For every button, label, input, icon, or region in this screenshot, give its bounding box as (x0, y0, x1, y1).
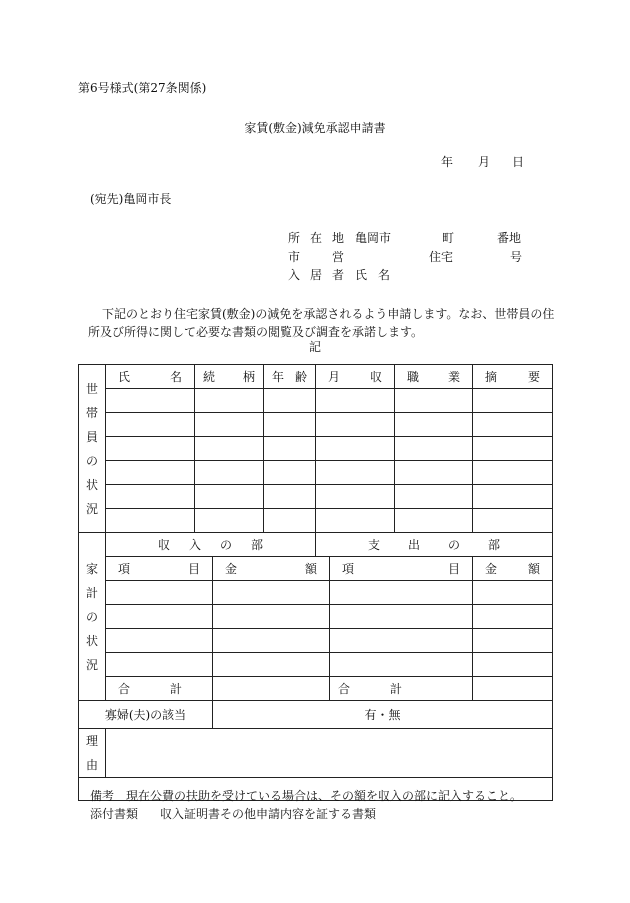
resident-label-2: 居 (310, 268, 323, 282)
member-relation-cell[interactable] (195, 389, 264, 413)
housing-label-1: 市 (288, 250, 301, 264)
declaration-text: 下記のとおり住宅家賃(敷金)の減免を承認されるよう申請します。なお、世帯員の住所及び所得に関して必要な書類の閲覧及び調査を承諾します。 (88, 307, 555, 339)
expense-amount-cell[interactable] (473, 653, 553, 677)
address-label-2: 在 (310, 231, 323, 245)
attachment-label: 添付書類 (90, 807, 139, 821)
expense-amount-cell[interactable] (473, 629, 553, 653)
date-month-label: 月 (478, 155, 491, 169)
household-row (79, 485, 553, 509)
budget-row (79, 629, 553, 653)
budget-row (79, 605, 553, 629)
income-item-cell[interactable] (106, 629, 213, 653)
address-label-1: 所 (288, 231, 301, 245)
household-row (79, 389, 553, 413)
income-section-header: 収 入 の 部 (106, 533, 316, 557)
expense-section-header: 支 出 の 部 (316, 533, 553, 557)
housing-label-2: 営 (332, 250, 345, 264)
member-name-cell[interactable] (106, 509, 195, 533)
lot-label: 番地 (497, 231, 522, 245)
document-title: 家賃(敷金)減免承認申請書 (244, 121, 386, 135)
member-job-cell[interactable] (395, 509, 473, 533)
expense-amount-cell[interactable] (473, 605, 553, 629)
member-income-cell[interactable] (316, 509, 395, 533)
member-age-cell[interactable] (264, 461, 316, 485)
household-row (79, 461, 553, 485)
member-income-cell[interactable] (316, 389, 395, 413)
member-name-cell[interactable] (106, 389, 195, 413)
addressee: (宛先)亀岡市長 (90, 192, 172, 206)
member-relation-cell[interactable] (195, 461, 264, 485)
budget-total-row (79, 677, 553, 701)
member-relation-cell[interactable] (195, 413, 264, 437)
date-year-label: 年 (441, 155, 454, 169)
income-item-header: 項 目 (106, 557, 213, 581)
widow-row (79, 701, 553, 729)
col-relation-header: 続 柄 (195, 365, 264, 389)
col-income-header: 月 収 (316, 365, 395, 389)
member-remarks-cell[interactable] (473, 437, 553, 461)
income-amount-cell[interactable] (213, 605, 330, 629)
unit-label: 号 (510, 250, 523, 264)
col-job-header: 職 業 (395, 365, 473, 389)
member-age-cell[interactable] (264, 437, 316, 461)
reason-row (79, 729, 553, 778)
expense-item-cell[interactable] (330, 653, 473, 677)
expense-amount-header: 金 額 (473, 557, 553, 581)
expense-item-cell[interactable] (330, 605, 473, 629)
widow-value[interactable]: 有・無 (213, 701, 553, 729)
member-age-cell[interactable] (264, 389, 316, 413)
expense-amount-cell[interactable] (473, 581, 553, 605)
col-age-header: 年 齢 (264, 365, 316, 389)
member-job-cell[interactable] (395, 413, 473, 437)
city-name: 亀岡市 (355, 231, 392, 245)
household-header-row (79, 365, 553, 389)
income-amount-cell[interactable] (213, 653, 330, 677)
income-total-label: 合 計 (106, 677, 213, 701)
attachment-text: 収入証明書その他申請内容を証する書類 (160, 807, 377, 821)
budget-row (79, 653, 553, 677)
resident-label-3: 者 (332, 268, 345, 282)
member-income-cell[interactable] (316, 485, 395, 509)
resident-label-1: 入 (288, 268, 301, 282)
address-label-3: 地 (332, 231, 345, 245)
budget-row (79, 581, 553, 605)
household-row (79, 509, 553, 533)
member-income-cell[interactable] (316, 461, 395, 485)
reason-cell[interactable] (106, 729, 553, 778)
col-name-header: 氏 名 (106, 365, 195, 389)
member-relation-cell[interactable] (195, 485, 264, 509)
income-item-cell[interactable] (106, 653, 213, 677)
member-job-cell[interactable] (395, 437, 473, 461)
widow-label: 寡婦(夫)の該当 (79, 701, 213, 729)
income-amount-cell[interactable] (213, 629, 330, 653)
member-relation-cell[interactable] (195, 437, 264, 461)
expense-item-cell[interactable] (330, 581, 473, 605)
income-item-cell[interactable] (106, 581, 213, 605)
form-number: 第6号様式(第27条関係) (78, 81, 207, 95)
budget-section-label: 家 計 の 状 況 (79, 533, 106, 701)
expense-total-cell[interactable] (473, 677, 553, 701)
date-day-label: 日 (512, 155, 525, 169)
member-income-cell[interactable] (316, 437, 395, 461)
member-name-cell[interactable] (106, 437, 195, 461)
member-income-cell[interactable] (316, 413, 395, 437)
member-remarks-cell[interactable] (473, 413, 553, 437)
member-name-cell[interactable] (106, 461, 195, 485)
household-row (79, 413, 553, 437)
member-remarks-cell[interactable] (473, 485, 553, 509)
expense-total-label: 合 計 (330, 677, 473, 701)
household-section-label: 世 帯 員 の 状 況 (79, 365, 106, 533)
budget-column-row (79, 557, 553, 581)
town-label: 町 (442, 231, 455, 245)
member-age-cell[interactable] (264, 485, 316, 509)
member-job-cell[interactable] (395, 389, 473, 413)
resident-label-4: 氏 (355, 268, 368, 282)
member-age-cell[interactable] (264, 413, 316, 437)
housing-label: 住宅 (429, 250, 454, 264)
member-remarks-cell[interactable] (473, 389, 553, 413)
expense-item-cell[interactable] (330, 629, 473, 653)
member-relation-cell[interactable] (195, 509, 264, 533)
col-remarks-header: 摘 要 (473, 365, 553, 389)
member-remarks-cell[interactable] (473, 461, 553, 485)
income-amount-header: 金 額 (213, 557, 330, 581)
member-job-cell[interactable] (395, 485, 473, 509)
reason-label: 理 由 (79, 729, 106, 778)
household-row (79, 437, 553, 461)
resident-label-5: 名 (378, 268, 391, 282)
income-total-cell[interactable] (213, 677, 330, 701)
income-amount-cell[interactable] (213, 581, 330, 605)
expense-item-header: 項 目 (330, 557, 473, 581)
income-item-cell[interactable] (106, 605, 213, 629)
remark-note: 備考 現在公費の扶助を受けている場合は、その額を収入の部に記入すること。 (90, 789, 523, 803)
member-job-cell[interactable] (395, 461, 473, 485)
application-table (78, 364, 553, 801)
member-name-cell[interactable] (106, 485, 195, 509)
member-remarks-cell[interactable] (473, 509, 553, 533)
member-age-cell[interactable] (264, 509, 316, 533)
ki-label: 記 (308, 340, 321, 354)
budget-header-row (79, 533, 553, 557)
member-name-cell[interactable] (106, 413, 195, 437)
